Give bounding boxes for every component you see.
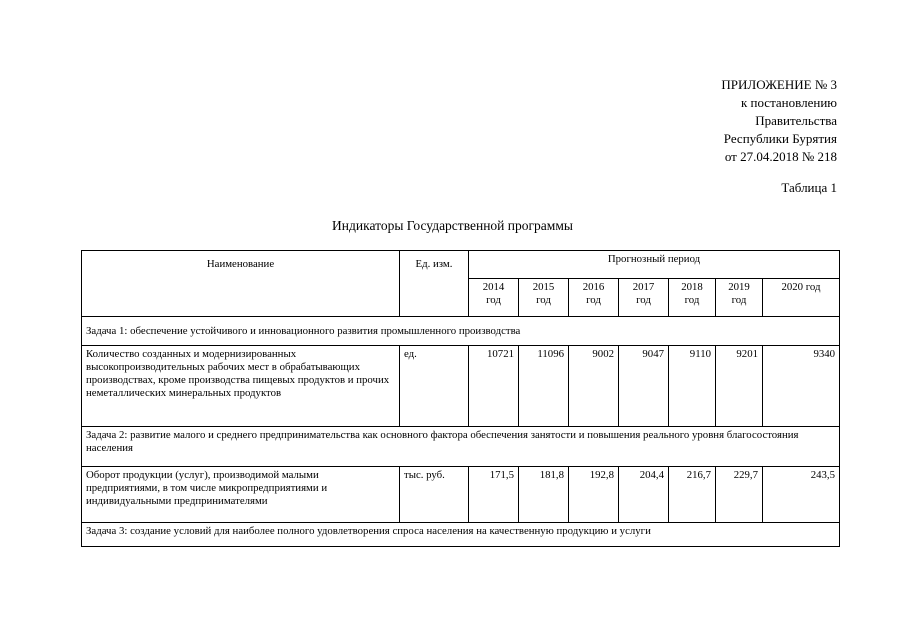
task-row — [82, 317, 840, 346]
table-row — [82, 467, 840, 523]
task-1: Задача 1: обеспечение устойчивого и инновационного развития промышленного производства — [82, 317, 840, 346]
header-year-2014: 2014 год — [469, 279, 519, 317]
appendix-title: ПРИЛОЖЕНИЕ № 3 — [721, 77, 837, 92]
task-row — [82, 427, 840, 467]
document-title: Индикаторы Государственной программы — [332, 218, 573, 233]
header-year-2015: 2015 год — [519, 279, 569, 317]
value-2017: 204,4 — [619, 467, 669, 523]
header-unit: Ед. изм. — [400, 251, 469, 317]
value-2014: 171,5 — [469, 467, 519, 523]
value-2018: 216,7 — [669, 467, 716, 523]
value-2019: 9201 — [716, 346, 763, 427]
value-2018: 9110 — [669, 346, 716, 427]
appendix-reference: к постановлению — [740, 95, 837, 110]
value-2019: 229,7 — [716, 467, 763, 523]
value-2016: 9002 — [569, 346, 619, 427]
header-forecast-period: Прогнозный период — [469, 251, 840, 279]
value-2017: 9047 — [619, 346, 669, 427]
value-2016: 192,8 — [569, 467, 619, 523]
appendix-region: Республики Бурятия — [723, 131, 837, 146]
value-2020: 243,5 — [763, 467, 840, 523]
appendix-authority: Правительства — [755, 113, 837, 128]
indicator-unit: ед. — [400, 346, 469, 427]
value-2020: 9340 — [763, 346, 840, 427]
appendix-date-number: от 27.04.2018 № 218 — [724, 149, 837, 164]
header-name: Наименование — [82, 251, 400, 317]
indicators-table — [81, 250, 840, 547]
header-year-2020: 2020 год — [763, 279, 840, 317]
value-2014: 10721 — [469, 346, 519, 427]
header-year-2018: 2018 год — [669, 279, 716, 317]
task-2: Задача 2: развитие малого и среднего предпринимательства как основного фактора обеспечения занятости и повышения реального уровня благосостояния населения — [82, 427, 840, 467]
value-2015: 181,8 — [519, 467, 569, 523]
indicator-name: Оборот продукции (услуг), производимой малыми предприятиями, в том числе микропредприятиями и индивидуальными предпринимателями — [82, 467, 400, 523]
appendix-header — [721, 76, 837, 166]
indicator-name: Количество созданных и модернизированных высокопроизводительных рабочих мест в обрабатывающих производствах, кроме производства пищевых продуктов и прочих неметаллических минеральных продуктов — [82, 346, 400, 427]
header-year-2017: 2017 год — [619, 279, 669, 317]
indicator-unit: тыс. руб. — [400, 467, 469, 523]
task-row — [82, 523, 840, 547]
table-number: Таблица 1 — [781, 180, 837, 195]
table-header-row — [82, 251, 840, 279]
task-3: Задача 3: создание условий для наиболее полного удовлетворения спроса населения на качественную продукцию и услуги — [82, 523, 840, 547]
value-2015: 11096 — [519, 346, 569, 427]
table-row — [82, 346, 840, 427]
header-year-2019: 2019 год — [716, 279, 763, 317]
header-year-2016: 2016 год — [569, 279, 619, 317]
